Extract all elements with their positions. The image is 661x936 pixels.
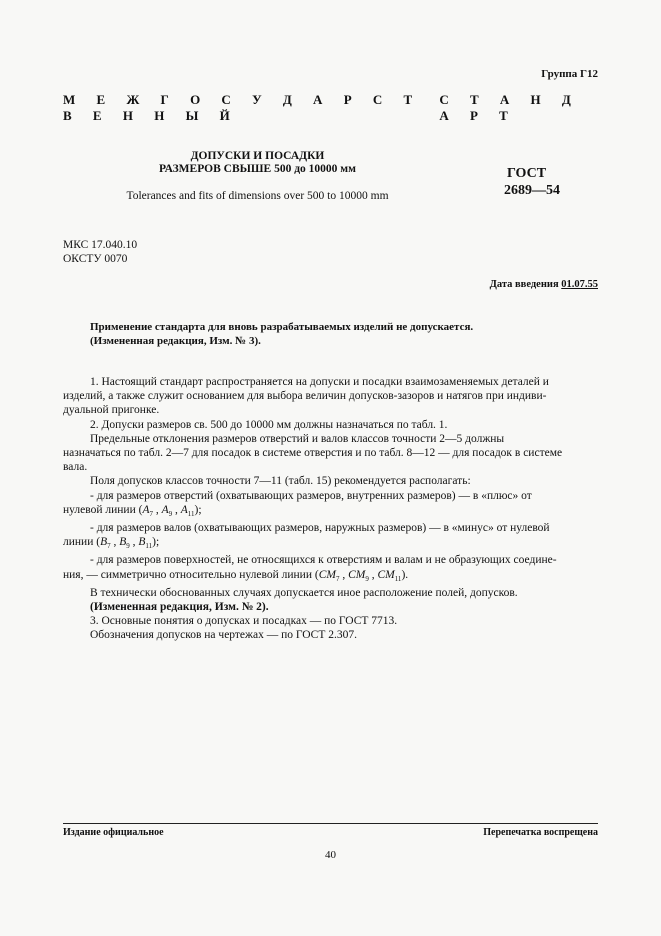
standard-word-standard: С Т А Н Д А Р Т — [439, 92, 580, 123]
p7-cm2: CM — [348, 568, 366, 581]
p7-post: ). — [401, 568, 409, 581]
paragraph-2: 2. Допуски размеров св. 500 до 10000 мм должны назначаться по табл. 1. — [90, 418, 448, 431]
paragraph-3: Предельные отклонения размеров отверстий и валов классов точности 2—5 должны — [90, 432, 505, 445]
body-text — [63, 375, 598, 643]
p7-pre: ния, — симметрично относительно нулевой линии ( — [63, 568, 319, 581]
paragraph-3-cont: назначаться по табл. 2—7 для посадок в системе отверстия и по табл. 8—12 — для посадок в системе — [63, 447, 563, 460]
p6-b1-sub: 7 — [107, 542, 111, 551]
p5-a1-sub: 7 — [149, 509, 153, 518]
title-line-1: ДОПУСКИ И ПОСАДКИ — [190, 150, 325, 162]
paragraph-7-cont: ния, — симметрично относительно нулевой линии ($CM_7$ , $CM_9$ , $CM_{11}$). — [63, 568, 409, 583]
standard-heading — [63, 92, 598, 123]
paragraph-5: - для размеров отверстий (охватывающих размеров, внутренних размеров) — в «плюс» от — [90, 489, 532, 502]
p6-b2-sub: 9 — [126, 542, 130, 551]
paragraph-7: - для размеров поверхностей, не относящихся к отверстиям и валам и не образующих соедине- — [90, 554, 557, 567]
okstu-code: ОКСТУ 0070 — [63, 253, 128, 265]
application-notice — [90, 320, 600, 348]
paragraph-8: В технически обоснованных случаях допускается иное расположение полей, допусков. — [90, 586, 518, 599]
p6-post: ); — [152, 536, 160, 549]
introduction-date — [490, 279, 598, 290]
paragraph-8-edit: (Измененная редакция, Изм. № 2). — [90, 601, 269, 614]
footer-divider — [63, 823, 598, 824]
english-title: Tolerances and fits of dimensions over 500 to 10000 mm — [126, 190, 389, 202]
notice-line-2: (Измененная редакция, Изм. № 3). — [90, 335, 261, 347]
paragraph-10: Обозначения допусков на чертежах — по ГОСТ 2.307. — [90, 629, 357, 642]
paragraph-9: 3. Основные понятия о допусках и посадках — по ГОСТ 7713. — [90, 615, 398, 628]
p1-line1: 1. Настоящий стандарт распространяется на допуски и посадки взаимозаменяемых деталей и — [90, 376, 549, 388]
p7-cm3-sub: 11 — [394, 574, 402, 583]
gost-designation — [504, 165, 560, 199]
p5-a1: A — [142, 503, 150, 516]
page-number: 40 — [325, 849, 336, 861]
p5-post: ); — [194, 503, 202, 516]
paragraph-1-cont: изделий, а также служит основанием для выбора величин допусков-зазоров и натягов при индиви- — [63, 390, 547, 403]
notice-line-1: Применение стандарта для вновь разрабатываемых изделий не допускается. — [90, 321, 474, 333]
date-label: Дата введения — [489, 279, 559, 290]
p6-pre: линии ( — [63, 536, 101, 549]
p5-a2: A — [161, 503, 169, 516]
paragraph-1 — [90, 375, 598, 389]
classification-codes — [63, 238, 137, 266]
gost-number: 2689—54 — [504, 183, 560, 198]
p7-cm1-sub: 7 — [335, 574, 340, 583]
group-code: Группа Г12 — [541, 68, 598, 80]
paragraph-1-cont2: дуальной пригонке. — [63, 404, 160, 417]
p7-cm1: CM — [318, 568, 336, 581]
mks-code: МКС 17.040.10 — [63, 239, 138, 251]
p6-b3: B — [138, 536, 146, 549]
p6-b1: B — [100, 536, 108, 549]
p7-cm2-sub: 9 — [365, 574, 369, 583]
p6-b3-sub: 11 — [145, 542, 153, 551]
title-line-2: РАЗМЕРОВ СВЫШЕ 500 до 10000 мм — [159, 163, 356, 175]
paragraph-6-cont: линии ($B_7$ , $B_9$ , $B_{11}$); — [63, 536, 160, 551]
paragraph-4: Поля допусков классов точности 7—11 (табл. 15) рекомендуется располагать: — [90, 475, 471, 488]
p5-a2-sub: 9 — [168, 509, 173, 518]
p6-b2: B — [119, 536, 127, 549]
p5-a3: A — [180, 503, 188, 516]
p5-a3-sub: 11 — [187, 509, 195, 518]
p7-cm3: CM — [377, 568, 395, 581]
reprint-prohibited: Перепечатка воспрещена — [483, 827, 598, 838]
date-value: 01.07.55 — [561, 279, 598, 290]
p5-pre: нулевой линии ( — [63, 503, 143, 516]
paragraph-3-cont2: вала. — [63, 461, 88, 474]
paragraph-5-cont: нулевой линии ($A_7$ , $A_9$ , $A_{11}$); — [63, 503, 202, 518]
gost-label: ГОСТ — [507, 166, 547, 181]
official-edition: Издание официальное — [63, 827, 164, 838]
paragraph-6: - для размеров валов (охватывающих размеров, наружных размеров) — в «минус» от нулевой — [90, 522, 550, 535]
document-title — [105, 150, 410, 176]
standard-word-interstate: М Е Ж Г О С У Д А Р С Т В Е Н Н Ы Й — [63, 92, 422, 123]
